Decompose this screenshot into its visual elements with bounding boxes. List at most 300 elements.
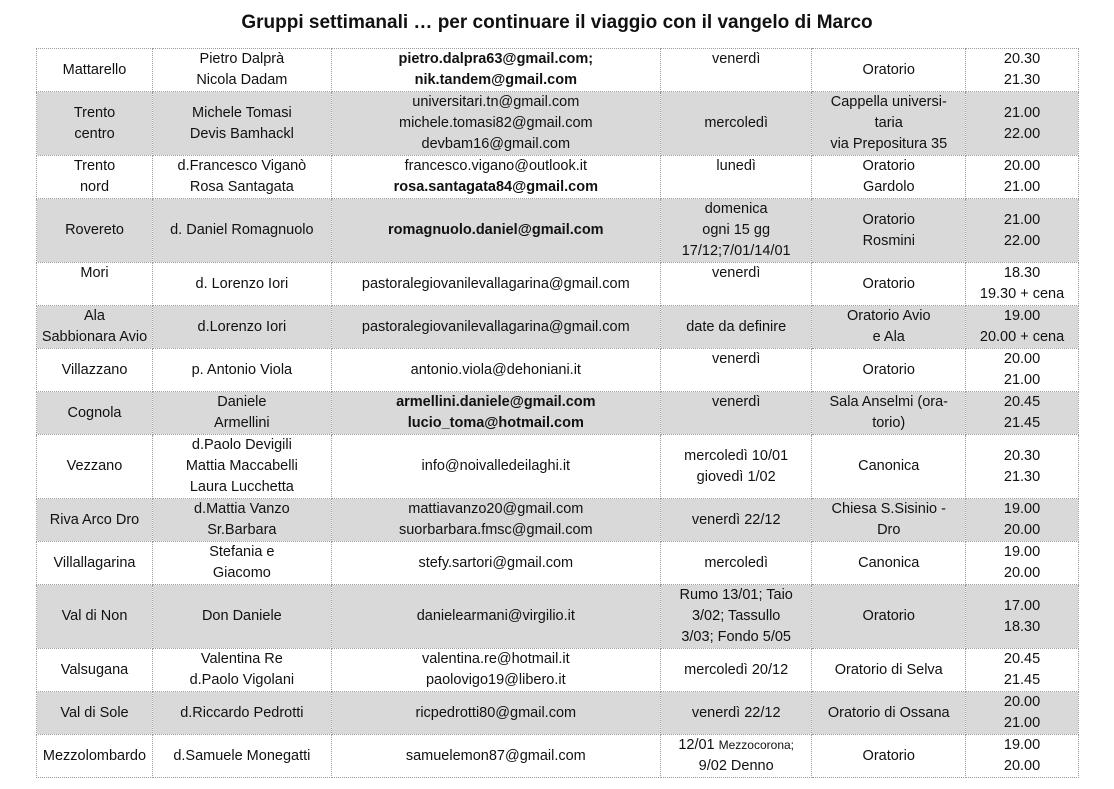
place-cell-line bbox=[40, 403, 149, 424]
place-cell-line bbox=[40, 703, 149, 724]
day-cell-text: 3/02; Tassullo bbox=[691, 608, 781, 624]
location-cell-text: Oratorio bbox=[862, 211, 915, 228]
names-cell-text: d.Lorenzo Iori bbox=[197, 318, 287, 335]
email-cell bbox=[331, 435, 660, 499]
place-cell-text: Trento bbox=[73, 104, 116, 121]
names-cell-text: Nicola Dadam bbox=[196, 72, 288, 88]
time-cell-line bbox=[969, 467, 1075, 488]
names-cell bbox=[153, 499, 332, 542]
time-cell-line bbox=[969, 49, 1075, 70]
email-cell-text: stefy.sartori@gmail.com bbox=[418, 554, 574, 571]
names-cell bbox=[153, 692, 332, 735]
time-cell-text: 20.00 bbox=[1003, 522, 1041, 538]
time-cell-line bbox=[969, 563, 1075, 584]
day-cell bbox=[660, 735, 812, 778]
time-cell-text: 21.30 bbox=[1003, 72, 1041, 88]
day-cell bbox=[660, 692, 812, 735]
day-cell-text: 12/01 bbox=[678, 737, 719, 753]
day-cell-line bbox=[664, 113, 809, 134]
place-cell-text: Ala bbox=[84, 308, 105, 324]
time-cell-line bbox=[969, 735, 1075, 756]
location-cell-text: via Prepositura 35 bbox=[830, 136, 948, 152]
email-cell bbox=[331, 156, 660, 199]
time-cell-text: 21.45 bbox=[1003, 672, 1041, 688]
place-cell-line bbox=[40, 660, 149, 681]
email-cell-text: romagnuolo.daniel@gmail.com bbox=[388, 222, 604, 238]
time-cell-line bbox=[969, 124, 1075, 145]
email-cell-line[interactable] bbox=[335, 499, 657, 520]
names-cell-text: Daniele bbox=[217, 394, 267, 410]
place-cell bbox=[37, 649, 153, 692]
email-cell-line[interactable] bbox=[335, 360, 657, 381]
names-cell-text: Laura Lucchetta bbox=[189, 479, 294, 495]
names-cell-line bbox=[156, 746, 328, 767]
location-cell-line bbox=[815, 499, 962, 520]
names-cell-line bbox=[156, 274, 328, 295]
names-cell-text: Giacomo bbox=[212, 565, 271, 581]
place-cell-line bbox=[40, 746, 149, 767]
time-cell-text: 17.00 bbox=[1003, 597, 1041, 614]
location-cell-text: Oratorio bbox=[862, 61, 915, 78]
day-cell bbox=[660, 49, 812, 92]
place-cell bbox=[37, 199, 153, 263]
day-cell bbox=[660, 392, 812, 435]
location-cell-text: Gardolo bbox=[862, 179, 915, 195]
email-cell-line[interactable] bbox=[335, 606, 657, 627]
location-cell-text: Chiesa S.Sisinio - bbox=[831, 501, 946, 517]
time-cell-line bbox=[969, 520, 1075, 541]
place-cell-text: Sabbionara Avio bbox=[41, 329, 148, 345]
time-cell-text: 21.45 bbox=[1003, 415, 1041, 431]
day-cell bbox=[660, 263, 812, 306]
day-cell bbox=[660, 199, 812, 263]
day-cell-text: mercoledì bbox=[704, 554, 768, 571]
time-cell-text: 22.00 bbox=[1003, 232, 1041, 249]
time-cell-text: 20.45 bbox=[1003, 394, 1041, 410]
table-row bbox=[37, 156, 1079, 199]
place-cell-line bbox=[40, 177, 149, 198]
page-title: Gruppi settimanali … per continuare il viaggio con il vangelo di Marco bbox=[241, 12, 873, 33]
day-cell-text: domenica bbox=[704, 201, 768, 217]
place-cell bbox=[37, 499, 153, 542]
place-cell-text: Mattarello bbox=[62, 61, 127, 78]
email-cell-line[interactable] bbox=[335, 413, 657, 434]
day-cell-line bbox=[664, 735, 809, 756]
names-cell-line bbox=[156, 435, 328, 456]
day-cell bbox=[660, 499, 812, 542]
names-cell-text: d.Paolo Devigili bbox=[191, 437, 292, 453]
names-cell-text: d.Mattia Vanzo bbox=[194, 501, 290, 517]
location-cell-text: e Ala bbox=[872, 329, 905, 345]
time-cell bbox=[966, 649, 1079, 692]
time-cell-text: 20.30 bbox=[1003, 51, 1041, 67]
names-cell bbox=[153, 649, 332, 692]
day-cell bbox=[660, 349, 812, 392]
place-cell-line bbox=[40, 220, 149, 241]
place-cell-line bbox=[40, 553, 149, 574]
place-cell-line bbox=[40, 327, 149, 348]
time-cell-line bbox=[969, 263, 1075, 284]
day-cell-line bbox=[664, 263, 809, 284]
names-cell bbox=[153, 542, 332, 585]
location-cell-line bbox=[815, 134, 962, 155]
time-cell bbox=[966, 263, 1079, 306]
place-cell-line bbox=[40, 263, 149, 284]
names-cell bbox=[153, 306, 332, 349]
email-cell-line[interactable] bbox=[335, 392, 657, 413]
place-cell bbox=[37, 92, 153, 156]
email-cell-text: michele.tomasi82@gmail.com bbox=[398, 115, 593, 131]
names-cell-line bbox=[156, 542, 328, 563]
place-cell-line bbox=[40, 360, 149, 381]
names-cell-line bbox=[156, 317, 328, 338]
names-cell bbox=[153, 435, 332, 499]
names-cell-line bbox=[156, 499, 328, 520]
day-cell-text: venerdì bbox=[711, 51, 761, 67]
location-cell-text: Oratorio bbox=[862, 608, 915, 624]
location-cell-line bbox=[815, 392, 962, 413]
names-cell bbox=[153, 263, 332, 306]
day-cell bbox=[660, 156, 812, 199]
email-cell-text: nik.tandem@gmail.com bbox=[414, 72, 577, 88]
location-cell-text: Sala Anselmi (ora- bbox=[829, 394, 948, 410]
location-cell-text: Oratorio Avio bbox=[846, 308, 931, 324]
day-cell-text: venerdì bbox=[711, 351, 761, 367]
email-cell-line[interactable] bbox=[335, 317, 657, 338]
names-cell-line bbox=[156, 520, 328, 541]
location-cell-text: Oratorio di Selva bbox=[834, 661, 943, 678]
location-cell-text: Oratorio di Ossana bbox=[827, 704, 950, 721]
location-cell-line bbox=[815, 520, 962, 541]
time-cell-text: 18.30 bbox=[1003, 265, 1041, 281]
names-cell-text: Pietro Dalprà bbox=[199, 51, 285, 67]
day-cell-line bbox=[664, 660, 809, 681]
email-cell-text: rosa.santagata84@gmail.com bbox=[393, 179, 598, 195]
email-cell-line[interactable] bbox=[335, 553, 657, 574]
email-cell-line[interactable] bbox=[335, 113, 657, 134]
location-cell-line bbox=[815, 274, 962, 295]
names-cell bbox=[153, 49, 332, 92]
place-cell-line bbox=[40, 103, 149, 124]
location-cell-line bbox=[815, 360, 962, 381]
place-cell bbox=[37, 49, 153, 92]
day-cell-line bbox=[664, 510, 809, 531]
table-row bbox=[37, 735, 1079, 778]
email-cell-line[interactable] bbox=[335, 520, 657, 541]
time-cell-line bbox=[969, 617, 1075, 638]
place-cell-text: Trento bbox=[73, 158, 116, 174]
location-cell bbox=[812, 735, 966, 778]
table-row bbox=[37, 92, 1079, 156]
location-cell-line bbox=[815, 231, 962, 252]
time-cell-line bbox=[969, 231, 1075, 252]
day-cell-line bbox=[664, 606, 809, 627]
day-cell-text: giovedì 1/02 bbox=[696, 468, 776, 485]
place-cell-text: Val di Sole bbox=[60, 704, 129, 721]
location-cell-line bbox=[815, 606, 962, 627]
time-cell bbox=[966, 199, 1079, 263]
day-cell-line bbox=[664, 585, 809, 606]
time-cell-text: 19.30 + cena bbox=[979, 286, 1065, 302]
time-cell-text: 19.00 bbox=[1003, 544, 1041, 560]
names-cell bbox=[153, 156, 332, 199]
email-cell bbox=[331, 542, 660, 585]
time-cell-line bbox=[969, 370, 1075, 391]
email-cell-text: samuelemon87@gmail.com bbox=[405, 747, 586, 764]
location-cell-line bbox=[815, 327, 962, 348]
location-cell bbox=[812, 649, 966, 692]
names-cell-line bbox=[156, 220, 328, 241]
email-cell bbox=[331, 349, 660, 392]
names-cell-text: d.Riccardo Pedrotti bbox=[180, 704, 304, 721]
time-cell-text: 19.00 bbox=[1003, 501, 1041, 517]
time-cell-line bbox=[969, 177, 1075, 198]
email-cell-text: danielearmani@virgilio.it bbox=[416, 608, 575, 624]
day-cell-text: 9/02 Denno bbox=[698, 758, 774, 774]
time-cell-line bbox=[969, 542, 1075, 563]
time-cell-line bbox=[969, 413, 1075, 434]
time-cell-line bbox=[969, 70, 1075, 91]
time-cell-line bbox=[969, 327, 1075, 348]
email-cell bbox=[331, 199, 660, 263]
day-cell-small-text: Mezzocorona; bbox=[718, 738, 795, 752]
day-cell-text: mercoledì 10/01 bbox=[684, 447, 789, 464]
names-cell-line bbox=[156, 703, 328, 724]
location-cell-line bbox=[815, 306, 962, 327]
time-cell-line bbox=[969, 306, 1075, 327]
time-cell-line bbox=[969, 670, 1075, 691]
place-cell-line bbox=[40, 156, 149, 177]
place-cell bbox=[37, 542, 153, 585]
email-cell-line[interactable] bbox=[335, 70, 657, 91]
day-cell-text: venerdì 22/12 bbox=[691, 511, 781, 528]
location-cell-text: Canonica bbox=[858, 458, 920, 474]
table-row bbox=[37, 692, 1079, 735]
email-cell-text: francesco.vigano@outlook.it bbox=[404, 158, 587, 174]
time-cell-text: 19.00 bbox=[1003, 308, 1041, 324]
place-cell-line bbox=[40, 510, 149, 531]
time-cell-line bbox=[969, 499, 1075, 520]
place-cell-text: Mezzolombardo bbox=[42, 747, 147, 764]
table-row bbox=[37, 306, 1079, 349]
email-cell bbox=[331, 263, 660, 306]
email-cell-line[interactable] bbox=[335, 703, 657, 724]
day-cell-line bbox=[664, 392, 809, 413]
table-row bbox=[37, 649, 1079, 692]
day-cell bbox=[660, 435, 812, 499]
email-cell-text: antonio.viola@dehoniani.it bbox=[410, 361, 581, 378]
day-cell bbox=[660, 92, 812, 156]
email-cell-text: lucio_toma@hotmail.com bbox=[407, 415, 584, 431]
email-cell-line[interactable] bbox=[335, 649, 657, 670]
day-cell-text: date da definire bbox=[686, 318, 787, 335]
time-cell bbox=[966, 435, 1079, 499]
day-cell-line bbox=[664, 241, 809, 262]
email-cell-text: pastoralegiovanilevallagarina@gmail.com bbox=[361, 275, 630, 292]
names-cell-line bbox=[156, 124, 328, 145]
table-row bbox=[37, 435, 1079, 499]
location-cell bbox=[812, 692, 966, 735]
place-cell bbox=[37, 585, 153, 649]
place-cell-text: Valsugana bbox=[60, 661, 129, 678]
place-cell bbox=[37, 306, 153, 349]
email-cell bbox=[331, 499, 660, 542]
table-row bbox=[37, 499, 1079, 542]
email-cell-line[interactable] bbox=[335, 456, 657, 477]
time-cell-text: 22.00 bbox=[1003, 125, 1041, 142]
place-cell bbox=[37, 349, 153, 392]
place-cell-text: Cognola bbox=[67, 404, 122, 421]
email-cell bbox=[331, 49, 660, 92]
names-cell bbox=[153, 92, 332, 156]
time-cell-line bbox=[969, 392, 1075, 413]
names-cell-text: Armellini bbox=[214, 415, 270, 431]
location-cell-line bbox=[815, 660, 962, 681]
names-cell-line bbox=[156, 670, 328, 691]
day-cell-line bbox=[664, 703, 809, 724]
place-cell-text: Vezzano bbox=[66, 458, 123, 474]
time-cell-text: 18.30 bbox=[1003, 618, 1041, 635]
place-cell bbox=[37, 263, 153, 306]
location-cell-text: Cappella universi- bbox=[830, 94, 947, 110]
location-cell-line bbox=[815, 746, 962, 767]
names-cell-text: d. Lorenzo Iori bbox=[195, 275, 289, 292]
email-cell-text: valentina.re@hotmail.it bbox=[421, 651, 570, 667]
names-cell-line bbox=[156, 563, 328, 584]
time-cell bbox=[966, 499, 1079, 542]
names-cell bbox=[153, 585, 332, 649]
time-cell-text: 20.30 bbox=[1003, 447, 1041, 464]
table-row bbox=[37, 263, 1079, 306]
location-cell bbox=[812, 349, 966, 392]
location-cell-line bbox=[815, 60, 962, 81]
email-cell-line[interactable] bbox=[335, 156, 657, 177]
place-cell-text: centro bbox=[74, 125, 115, 142]
email-cell-line[interactable] bbox=[335, 746, 657, 767]
location-cell-text: Dro bbox=[877, 522, 901, 538]
email-cell bbox=[331, 585, 660, 649]
email-cell bbox=[331, 649, 660, 692]
time-cell-text: 20.00 bbox=[1003, 158, 1041, 174]
day-cell bbox=[660, 306, 812, 349]
names-cell-text: Stefania e bbox=[209, 544, 275, 560]
day-cell-text: venerdì 22/12 bbox=[691, 704, 781, 721]
email-cell-line[interactable] bbox=[335, 92, 657, 113]
time-cell-text: 21.00 bbox=[1003, 715, 1041, 731]
email-cell-line[interactable] bbox=[335, 177, 657, 198]
names-cell-text: Sr.Barbara bbox=[207, 522, 277, 538]
names-cell bbox=[153, 735, 332, 778]
time-cell-text: 21.00 bbox=[1003, 372, 1041, 388]
time-cell-line bbox=[969, 649, 1075, 670]
names-cell-line bbox=[156, 477, 328, 498]
location-cell bbox=[812, 49, 966, 92]
place-cell-line bbox=[40, 456, 149, 477]
location-cell-line bbox=[815, 456, 962, 477]
time-cell-text: 21.30 bbox=[1003, 468, 1041, 485]
email-cell-line[interactable] bbox=[335, 220, 657, 241]
time-cell bbox=[966, 92, 1079, 156]
names-cell-text: Valentina Re bbox=[200, 651, 283, 667]
day-cell-line bbox=[664, 199, 809, 220]
table-row bbox=[37, 542, 1079, 585]
time-cell bbox=[966, 306, 1079, 349]
names-cell bbox=[153, 349, 332, 392]
email-cell-text: info@noivalledeilaghi.it bbox=[421, 458, 571, 474]
location-cell bbox=[812, 306, 966, 349]
email-cell-line[interactable] bbox=[335, 670, 657, 691]
names-cell-line bbox=[156, 177, 328, 198]
email-cell-text: pastoralegiovanilevallagarina@gmail.com bbox=[361, 318, 630, 335]
place-cell-line bbox=[40, 306, 149, 327]
day-cell-text: 3/03; Fondo 5/05 bbox=[681, 629, 791, 645]
table-row bbox=[37, 349, 1079, 392]
time-cell-line bbox=[969, 713, 1075, 734]
location-cell bbox=[812, 542, 966, 585]
email-cell-text: universitari.tn@gmail.com bbox=[412, 94, 580, 110]
location-cell-line bbox=[815, 92, 962, 113]
time-cell bbox=[966, 542, 1079, 585]
location-cell-text: torio) bbox=[872, 415, 906, 431]
email-cell-text: suorbarbara.fmsc@gmail.com bbox=[398, 522, 593, 538]
table-row bbox=[37, 199, 1079, 263]
names-cell-line bbox=[156, 360, 328, 381]
time-cell bbox=[966, 156, 1079, 199]
time-cell bbox=[966, 735, 1079, 778]
day-cell-text: venerdì bbox=[711, 265, 761, 281]
place-cell bbox=[37, 692, 153, 735]
time-cell bbox=[966, 349, 1079, 392]
location-cell bbox=[812, 585, 966, 649]
place-cell-line bbox=[40, 60, 149, 81]
location-cell-line bbox=[815, 703, 962, 724]
place-cell-text: Riva Arco Dro bbox=[49, 511, 140, 528]
table-row bbox=[37, 392, 1079, 435]
day-cell-line bbox=[664, 467, 809, 488]
day-cell-line bbox=[664, 627, 809, 648]
email-cell bbox=[331, 92, 660, 156]
table-row bbox=[37, 49, 1079, 92]
time-cell bbox=[966, 585, 1079, 649]
names-cell-line bbox=[156, 70, 328, 91]
email-cell-line[interactable] bbox=[335, 49, 657, 70]
place-cell bbox=[37, 156, 153, 199]
email-cell-line[interactable] bbox=[335, 274, 657, 295]
email-cell-line[interactable] bbox=[335, 134, 657, 155]
names-cell-text: d. Daniel Romagnuolo bbox=[170, 222, 314, 238]
day-cell-line bbox=[664, 317, 809, 338]
day-cell-text: venerdì bbox=[711, 394, 761, 410]
day-cell-text: mercoledì bbox=[704, 115, 768, 131]
place-cell-text: Villallagarina bbox=[53, 554, 136, 571]
groups-table-container bbox=[36, 48, 1079, 778]
location-cell-line bbox=[815, 156, 962, 177]
location-cell bbox=[812, 156, 966, 199]
time-cell bbox=[966, 692, 1079, 735]
time-cell bbox=[966, 392, 1079, 435]
place-cell-line bbox=[40, 606, 149, 627]
names-cell-text: Devis Bamhackl bbox=[189, 125, 294, 142]
names-cell-text: d.Samuele Monegatti bbox=[173, 747, 311, 764]
names-cell-line bbox=[156, 413, 328, 434]
names-cell-text: Michele Tomasi bbox=[192, 104, 292, 121]
day-cell bbox=[660, 585, 812, 649]
time-cell-line bbox=[969, 156, 1075, 177]
location-cell bbox=[812, 92, 966, 156]
time-cell-line bbox=[969, 103, 1075, 124]
place-cell-text: Villazzano bbox=[61, 361, 128, 378]
day-cell-line bbox=[664, 156, 809, 177]
